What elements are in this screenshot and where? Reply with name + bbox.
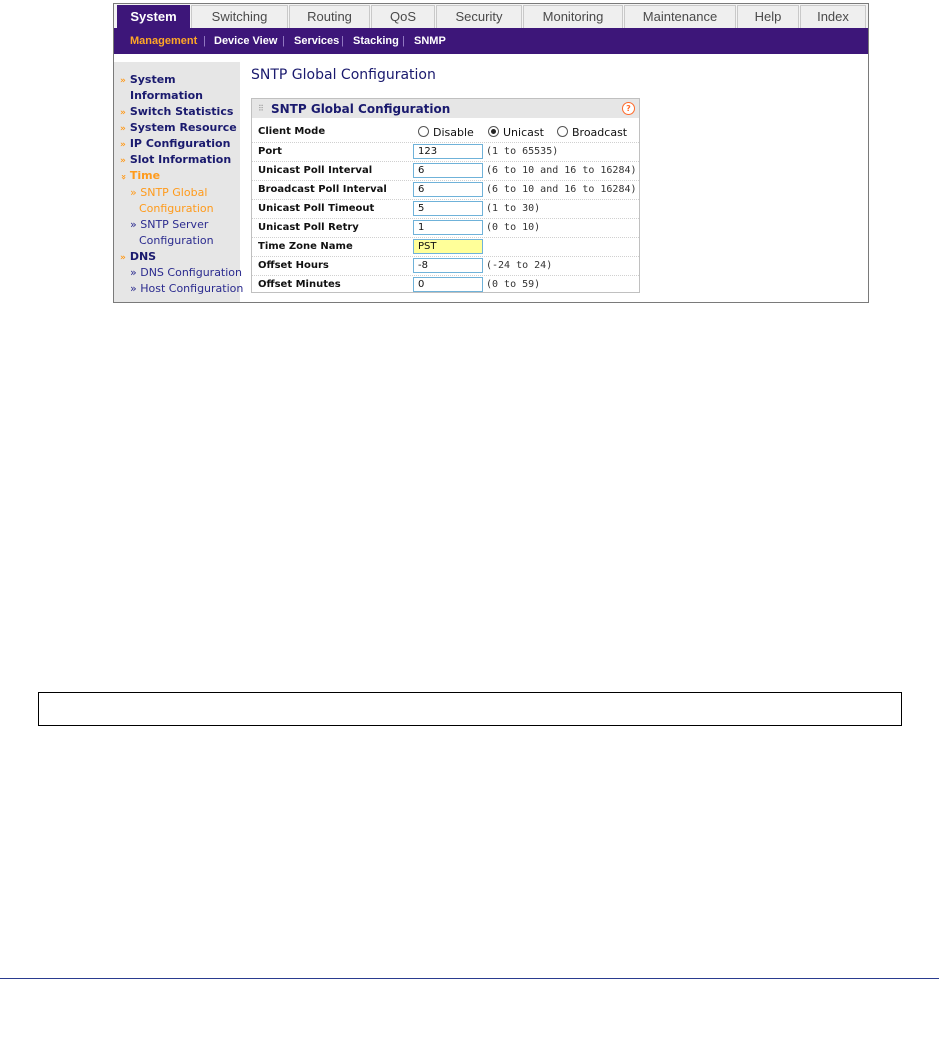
row-port: [252, 142, 639, 162]
sidebar-subitem-sntp-server[interactable]: » SNTP Server: [130, 218, 209, 231]
unicast-poll-timeout-hint: (1 to 30): [486, 203, 541, 214]
tab-system[interactable]: System: [117, 5, 190, 28]
sidebar-item-time[interactable]: » Time: [117, 169, 161, 182]
sidebar-item-switch-statistics[interactable]: » Switch Statistics: [120, 105, 234, 118]
top-tab-bar: [114, 4, 868, 28]
subnav-services[interactable]: Services: [294, 35, 340, 47]
time-zone-name-label: Time Zone Name: [258, 241, 353, 252]
drag-handle-icon: ⠿: [258, 104, 264, 113]
sidebar-subitem-host-configuration[interactable]: » Host Configuration: [130, 282, 244, 295]
sidebar-item-system-resource[interactable]: » System Resource: [120, 121, 237, 134]
panel-header: [252, 99, 639, 118]
row-unicast-poll-interval: [252, 161, 639, 181]
row-broadcast-poll-interval: [252, 180, 639, 200]
offset-minutes-hint: (0 to 59): [486, 279, 541, 290]
caption-box: [38, 692, 902, 726]
chevron-right-icon: »: [120, 253, 126, 263]
unicast-poll-timeout-label: Unicast Poll Timeout: [258, 203, 375, 214]
tab-security[interactable]: Security: [436, 5, 522, 28]
offset-hours-label: Offset Hours: [258, 260, 329, 271]
broadcast-poll-interval-label: Broadcast Poll Interval: [258, 184, 387, 195]
row-offset-hours: [252, 256, 639, 276]
tab-index[interactable]: Index: [800, 5, 866, 28]
tab-routing[interactable]: Routing: [289, 5, 370, 28]
screenshot-frame: [113, 3, 869, 303]
subnav-separator: |: [341, 35, 344, 47]
chevron-right-icon: »: [120, 108, 126, 118]
sidebar-item-dns[interactable]: » DNS: [120, 250, 157, 263]
page-title: SNTP Global Configuration: [251, 67, 436, 83]
offset-minutes-label: Offset Minutes: [258, 279, 341, 290]
unicast-poll-interval-hint: (6 to 10 and 16 to 16284): [486, 165, 637, 176]
chevron-right-icon: »: [120, 156, 126, 166]
footer-divider: [0, 978, 939, 979]
unicast-poll-retry-input[interactable]: 1: [413, 220, 483, 235]
subnav-separator: |: [282, 35, 285, 47]
radio-circle-selected-icon[interactable]: [488, 126, 499, 137]
subnav-snmp[interactable]: SNMP: [414, 35, 446, 47]
unicast-poll-retry-hint: (0 to 10): [486, 222, 541, 233]
offset-hours-input[interactable]: -8: [413, 258, 483, 273]
subnav-stacking[interactable]: Stacking: [353, 35, 399, 47]
row-client-mode: [252, 123, 639, 142]
offset-minutes-input[interactable]: 0: [413, 277, 483, 292]
unicast-poll-interval-input[interactable]: 6: [413, 163, 483, 178]
row-time-zone-name: [252, 237, 639, 257]
sidebar-subitem-dns-configuration[interactable]: » DNS Configuration: [130, 266, 243, 279]
config-panel: [251, 98, 640, 293]
broadcast-poll-interval-input[interactable]: 6: [413, 182, 483, 197]
panel-title: SNTP Global Configuration: [271, 102, 451, 116]
sub-navigation: [114, 28, 868, 54]
subnav-device-view[interactable]: Device View: [214, 35, 278, 47]
row-unicast-poll-retry: [252, 218, 639, 238]
tab-monitoring[interactable]: Monitoring: [523, 5, 623, 28]
sidebar-subitem-sntp-server-cont[interactable]: Configuration: [139, 234, 214, 247]
radio-disable[interactable]: Disable: [418, 126, 474, 139]
unicast-poll-timeout-input[interactable]: 5: [413, 201, 483, 216]
radio-circle-icon[interactable]: [557, 126, 568, 137]
chevron-right-icon: »: [120, 76, 126, 86]
sidebar-subitem-sntp-global[interactable]: » SNTP Global: [130, 186, 208, 199]
radio-unicast[interactable]: Unicast: [488, 126, 544, 139]
chevron-right-icon: »: [120, 124, 126, 134]
row-offset-minutes: [252, 275, 639, 295]
client-mode-label: Client Mode: [258, 126, 326, 137]
tab-help[interactable]: Help: [737, 5, 799, 28]
radio-circle-icon[interactable]: [418, 126, 429, 137]
help-icon[interactable]: ?: [622, 102, 635, 115]
sidebar-item-system-information-cont[interactable]: Information: [130, 89, 203, 102]
unicast-poll-interval-label: Unicast Poll Interval: [258, 165, 373, 176]
subnav-separator: |: [203, 35, 206, 47]
sidebar-item-system-information[interactable]: » System: [120, 73, 176, 86]
port-label: Port: [258, 146, 282, 157]
radio-broadcast[interactable]: Broadcast: [557, 126, 627, 139]
subnav-management[interactable]: Management: [130, 35, 198, 47]
sidebar: [114, 62, 244, 302]
subnav-separator: |: [402, 35, 405, 47]
sidebar-item-slot-information[interactable]: » Slot Information: [120, 153, 232, 166]
offset-hours-hint: (-24 to 24): [486, 260, 553, 271]
port-input[interactable]: 123: [413, 144, 483, 159]
unicast-poll-retry-label: Unicast Poll Retry: [258, 222, 359, 233]
tab-maintenance[interactable]: Maintenance: [624, 5, 736, 28]
sidebar-item-ip-configuration[interactable]: » IP Configuration: [120, 137, 231, 150]
broadcast-poll-interval-hint: (6 to 10 and 16 to 16284): [486, 184, 637, 195]
row-unicast-poll-timeout: [252, 199, 639, 219]
sidebar-subitem-sntp-global-cont[interactable]: Configuration: [139, 202, 214, 215]
chevron-down-icon: »: [117, 174, 128, 180]
tab-switching[interactable]: Switching: [191, 5, 288, 28]
time-zone-name-input[interactable]: PST: [413, 239, 483, 254]
chevron-right-icon: »: [120, 140, 126, 150]
port-range-hint: (1 to 65535): [486, 146, 559, 157]
tab-qos[interactable]: QoS: [371, 5, 435, 28]
